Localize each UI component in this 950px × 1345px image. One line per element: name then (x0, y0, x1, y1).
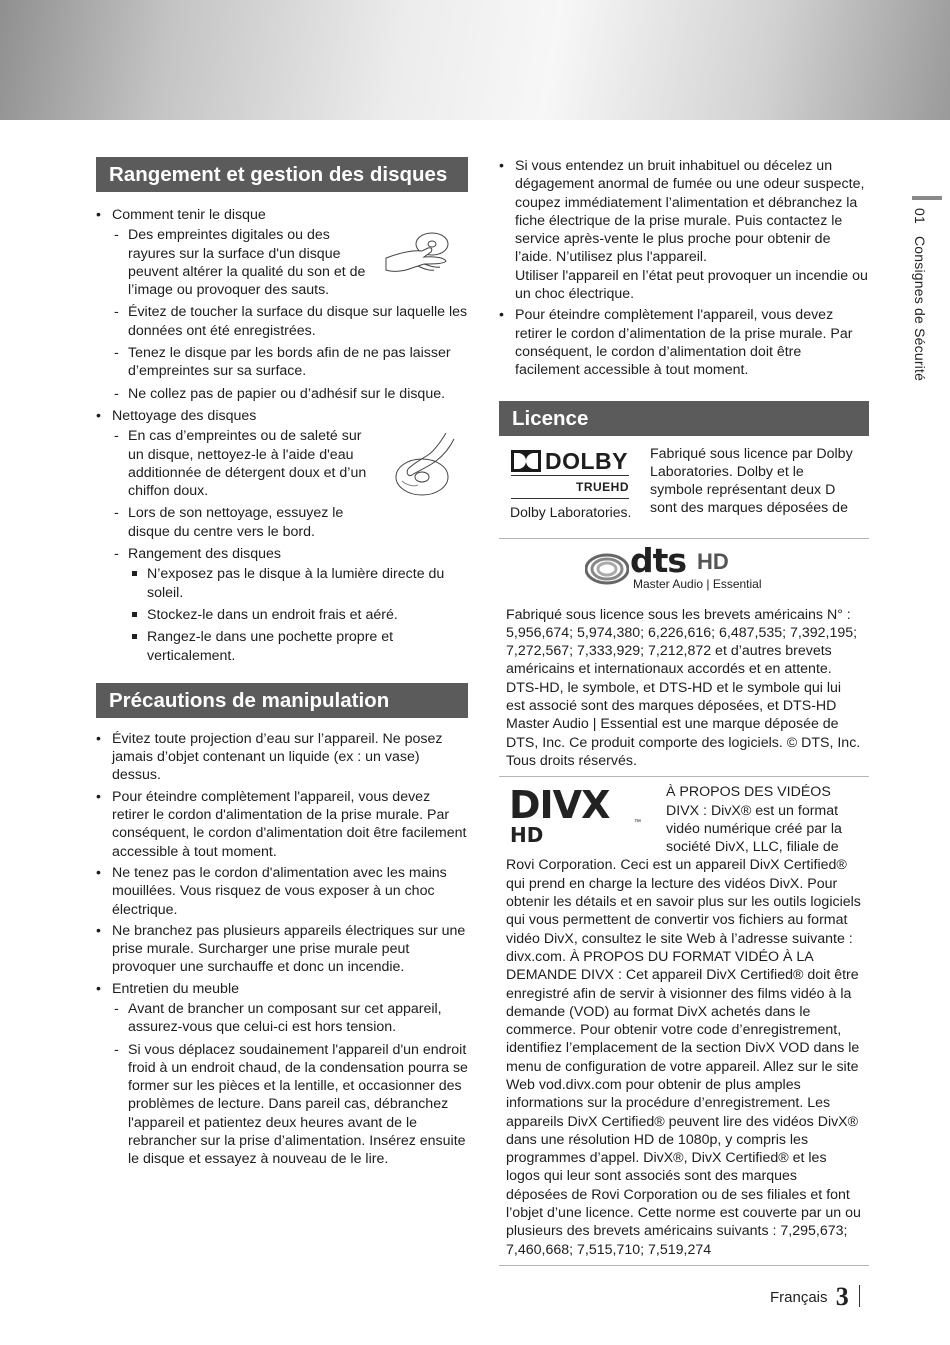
divider (499, 1265, 869, 1266)
divx-block (499, 777, 869, 1265)
dolby-block (499, 436, 869, 538)
page-footer (770, 1282, 860, 1312)
dolby-text: Fabriqué sous licence par Dolby Laboratories. Dolby et le symbole représentant deux D sont des marques déposées de (650, 445, 853, 517)
list-item (96, 980, 468, 1169)
list-item: - Des empreintes digitales ou des rayures sur la surface d'un disque peuvent altérer la qualité du son et de l’image ou provoquer des sauts. (112, 226, 468, 299)
double-d-icon (511, 450, 541, 472)
disc-list (96, 206, 468, 665)
holding-label: Comment tenir le disque (112, 207, 266, 223)
section-title-licence: Licence (499, 401, 869, 436)
dts-rings-icon (585, 553, 629, 585)
list-item: - Tenez le disque par les bords afin de ne pas laisser d’empreintes sur sa surface. (112, 344, 468, 381)
chapter-label: Consignes de Sécurité (912, 235, 928, 382)
dts-logo-text: dts (630, 540, 687, 580)
list-item: • Ne branchez pas plusieurs appareils électriques sur une prise murale. Surcharger une prise murale peut provoquer une surchauffe et donc un incendie. (96, 922, 468, 977)
safety-list (499, 157, 869, 380)
storage-label: Rangement des disques (128, 546, 282, 563)
list-item: • Si vous entendez un bruit inhabituel ou décelez un dégagement anormal de fumée ou une odeur suspecte, coupez immédiatement l’alimentation et débranchez la fiche électrique de la prise murale. Puis contactez le service après-vente le plus proche pour obtenir de l’aide. N’utilisez plus l'appareil. Utiliser l'appareil en l’état peut provoquer un incendie ou un choc électrique. (499, 157, 869, 303)
dts-text: Fabriqué sous licence sous les brevets américains N° : 5,956,674; 5,974,380; 6,226,616; 6,487,535; 7,392,195; 7,272,567; 7,333,929; 7,212,872 et d’autres brevets américains et internationaux accordés et en attente. DTS-HD, le symbole, et DTS-HD et le symbole qui lui est associé sont des marques déposées, et DTS-HD Master Audio | Essential est une marque déposée de DTS, Inc. Ce produit comporte des logiciels. © DTS, Inc. Tous droits réservés. (506, 606, 861, 769)
list-item: • Évitez toute projection d’eau sur l’appareil. Ne posez jamais d’objet contenant un liquide (ex : un vase) dessus. (96, 730, 468, 785)
cleaning-label: Nettoyage des disques (112, 407, 257, 424)
header-banner (0, 0, 950, 120)
footer-bar (859, 1285, 860, 1307)
footer-language: Français (770, 1289, 828, 1306)
dts-hd-text: HD (697, 548, 729, 574)
divx-text: À PROPOS DES VIDÉOS DIVX : DivX® est un format vidéo numérique créé par la société DivX, LLC, filiale de Rovi Corporation. Ceci est un appareil DivX Certified® qui prend en charge la lecture des vidéos DivX. Pour obtenir les détails et en savoir plus sur les outils logiciels qui vous permettent de convertir vos fichiers au format vidéo DivX, consultez le site Web à l’adresse suivante : divx.com. À PROPOS DU FORMAT VIDÉO À LA DEMANDE DIVX : Cet appareil DivX Certified® doit être enregistré afin de servir à visionner des films vidéo à la demande (VOD) au format DivX achetés dans le commerce. Pour obtenir votre code d’enregistrement, identifiez l’emplacement de la section DivX VOD dans le menu de configuration de votre appareil. Allez sur le site Web vod.divx.com pour obtenir de plus amples informations sur la procédure d’enregistrement. Les appareils DivX Certified® peuvent lire des vidéos DivX® dans une résolution HD de 1080p, y compris les programmes d’appel. DivX®, DivX Certified® et les logos qui leur sont associés sont des marques déposées de Rovi Corporation ou de ses filiales et font l’objet d’une licence. Cette norme est couverte par un ou plusieurs des brevets américains suivants : 7,295,673; 7,460,668; 7,515,710; 7,519,274 (506, 784, 861, 1258)
dts-sub-text: Master Audio | Essential (633, 576, 762, 591)
truehd-text: TRUEHD (576, 479, 629, 494)
page-number: 3 (835, 1282, 849, 1311)
list-item: • Pour éteindre complètement l'appareil, vous devez retirer le cordon d'alimentation de la prise murale. Par conséquent, le cordon d'alimentation doit être facilement accessible à tout moment. (96, 788, 468, 861)
dolby-logo (511, 447, 631, 499)
list-item: Rangez-le dans une pochette propre et verticalement. (128, 628, 468, 665)
dolby-caption: Dolby Laboratories. (510, 503, 632, 520)
side-tab (912, 196, 942, 381)
precautions-list (96, 730, 468, 1169)
list-item: - Ne collez pas de papier ou d’adhésif sur le disque. (112, 385, 468, 403)
dolby-logo-text: DOLBY (545, 447, 628, 474)
list-item: - Si vous déplacez soudainement l'appareil d'un endroit froid à un endroit chaud, de la condensation pourra se former sur les pièces et la lentille, et occasionner des problèmes de lecture. Dans pareil cas, débranchez l'appareil et patientez deux heures avant de le rebrancher sur la prise d’alimentation. Insérez ensuite le disque et essayez à nouveau de le lire. (112, 1041, 468, 1169)
chapter-number: 01 (912, 208, 928, 224)
section-title-precautions: Précautions de manipulation (96, 683, 468, 718)
list-item: • Ne tenez pas le cordon d'alimentation avec les mains mouillées. Vous risquez de vous exposer à un choc électrique. (96, 864, 468, 919)
list-item: • Pour éteindre complètement l'appareil, vous devez retirer le cordon d’alimentation de la prise murale. Par conséquent, le cordon d’alimentation doit être facilement accessible à tout moment. (499, 306, 869, 379)
list-item: - Évitez de toucher la surface du disque sur laquelle les données ont été enregistrées. (112, 303, 468, 340)
section-title-disc-storage: Rangement et gestion des disques (96, 157, 468, 192)
dts-logo (499, 539, 869, 599)
list-item: - Lors de son nettoyage, essuyez le disque du centre vers le bord. (112, 504, 468, 541)
maintenance-label: Entretien du meuble (112, 980, 239, 997)
right-column (499, 157, 869, 1266)
divx-logo-text: DIVX (509, 783, 610, 828)
divx-logo (506, 783, 666, 855)
left-column (96, 157, 468, 1173)
list-item: - Avant de brancher un composant sur cet appareil, assurez-vous que celui-ci est hors tension. (112, 1000, 468, 1037)
list-item: Stockez-le dans un endroit frais et aéré. (128, 606, 468, 624)
divx-hd-text: HD (510, 823, 544, 848)
list-item (112, 545, 468, 665)
disc-cleaning-icon (388, 429, 468, 509)
list-item (96, 407, 468, 665)
list-item (96, 206, 468, 403)
list-item: N’exposez pas le disque à la lumière directe du soleil. (128, 565, 468, 602)
divx-tm: ™ (634, 819, 641, 827)
list-item: - En cas d’empreintes ou de saleté sur un disque, nettoyez-le à l'aide d'eau additionnée de détergent doux et d’un chiffon doux. (112, 427, 468, 500)
hand-holding-disc-icon (384, 228, 468, 280)
